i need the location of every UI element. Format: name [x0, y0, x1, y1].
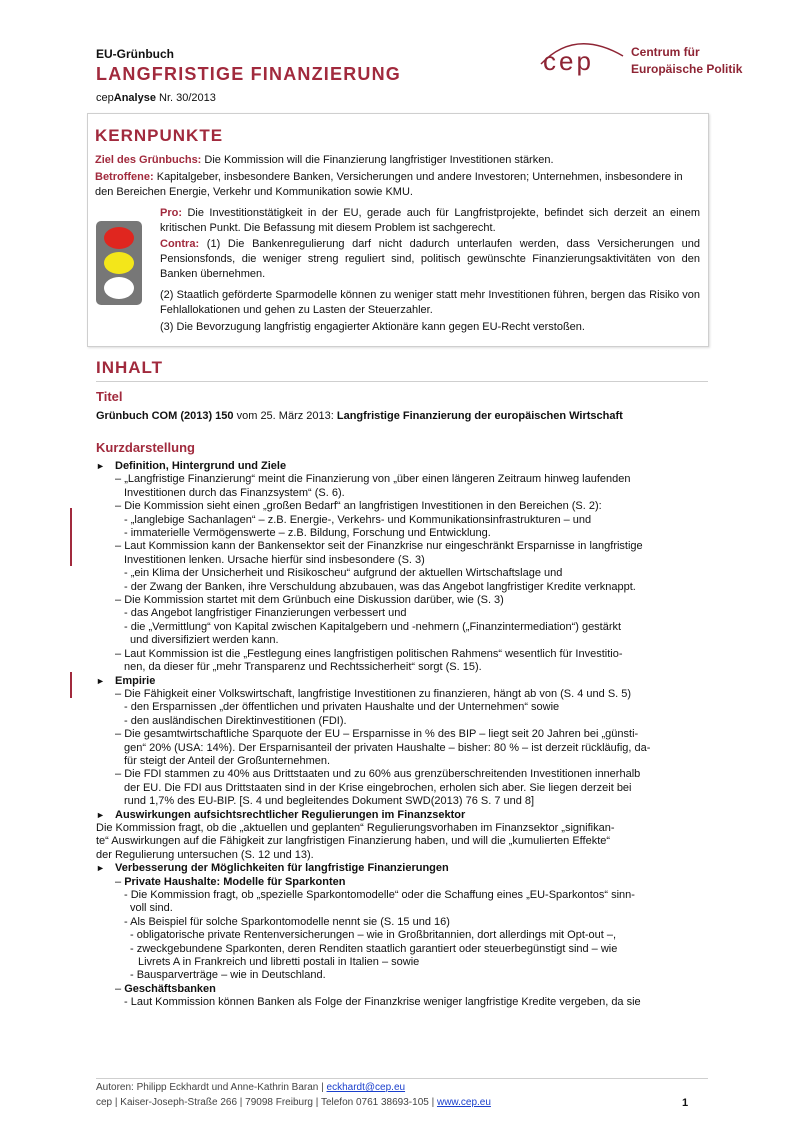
bullet-arrow-icon: ►	[96, 863, 105, 874]
white-light-icon	[104, 277, 134, 299]
list-item: nen, da dieser für „mehr Transparenz und Rechtssicherheit“ sorgt (S. 15).	[124, 661, 482, 674]
section-1-heading: Definition, Hintergrund und Ziele	[115, 460, 287, 472]
ziel-label: Ziel des Grünbuchs:	[95, 154, 202, 166]
list-item: „Langfristige Finanzierung“ meint die Finanzierung von „über einen längeren Zeitraum hinweg laufenden	[124, 473, 631, 486]
red-light-icon	[104, 227, 134, 249]
section-2-heading: Empirie	[115, 674, 156, 687]
list-item: Die Fähigkeit einer Volkswirtschaft, langfristige Investitionen zu finanzieren, hängt ab von (S. 4 und S. 5)	[124, 687, 632, 700]
footer-authors-text: Autoren: Philipp Eckhardt und Anne-Kathrin Baran |	[96, 1082, 327, 1093]
logo-line2: Europäische Politik	[631, 62, 743, 76]
document-title: LANGFRISTIGE FINANZIERUNG	[96, 64, 401, 84]
section-1	[96, 460, 708, 473]
section-3	[96, 809, 708, 822]
bullet-arrow-icon: ►	[96, 809, 105, 820]
list-item: für steigt der Anteil der Großunternehmen.	[124, 754, 331, 767]
bullet-arrow-icon: ►	[96, 675, 105, 686]
contra-paragraph	[160, 237, 700, 282]
logo-text	[631, 44, 742, 78]
list-item: gen“ 20% (USA: 14%). Der Ersparnisanteil der privaten Haushalte – bisher: 80 % – ist derzeit rückläufig, da-	[124, 741, 651, 754]
list-item: Investitionen durch das Finanzsystem“ (S. 6).	[124, 486, 345, 499]
list-item: - Als Beispiel für solche Sparkontomodelle nennt sie (S. 15 und 16)	[124, 915, 450, 928]
inhalt-heading: INHALT	[96, 358, 164, 377]
margin-marker	[70, 672, 72, 698]
list-item: rund 1,7% des EU-BIP. [S. 4 und begleitendes Dokument SWD(2013) 76 S. 7 und 8]	[124, 795, 535, 808]
contra-label: Contra:	[160, 238, 200, 250]
ziel-text: Die Kommission will die Finanzierung langfristiger Investitionen stärken.	[201, 154, 554, 166]
traffic-light-icon	[96, 221, 142, 305]
list-item: der Regulierung untersuchen (S. 12 und 13).	[96, 848, 314, 861]
titel-line	[96, 410, 708, 423]
list-item: - Laut Kommission können Banken als Folge der Finanzkrise weniger langfristige Kredite vergeben, da sie	[124, 996, 641, 1009]
footer-address-text: cep | Kaiser-Joseph-Straße 266 | 79098 Freiburg | Telefon 0761 38693-105 |	[96, 1097, 437, 1108]
list-item: der EU. Die FDI aus Drittstaaten sind in der Krise eingebrochen, erholen sich aber. Sie liegen derzeit bei	[124, 781, 632, 794]
list-item: - obligatorische private Rentenversicherungen – wie in Großbritannien, dort allerdings mit Opt-out –,	[130, 929, 617, 942]
contra-point-3: (3) Die Bevorzugung langfristig engagierter Aktionäre kann gegen EU-Recht verstoßen.	[160, 321, 585, 333]
kernpunkte-box	[87, 113, 709, 347]
list-item: Investitionen lenken. Ursache hierfür sind insbesondere (S. 3)	[124, 553, 425, 566]
footer-web-link[interactable]: www.cep.eu	[436, 1097, 491, 1108]
cep-logo	[535, 34, 765, 84]
list-item: - „langlebige Sachanlagen“ – z.B. Energie-, Verkehrs- und Kommunikationsinfrastrukturen – und	[124, 513, 592, 526]
margin-marker	[70, 508, 72, 566]
list-item: Die FDI stammen zu 40% aus Drittstaaten und zu 60% aus grenzüberschreitenden Investitionen innerhalb	[124, 768, 641, 781]
section-4-heading: Verbesserung der Möglichkeiten für langfristige Finanzierungen	[115, 862, 449, 875]
logo-wordmark: cep	[543, 46, 594, 76]
list-item: voll sind.	[130, 902, 173, 915]
analysis-number	[96, 92, 216, 104]
footer-rule	[96, 1078, 708, 1079]
list-item: Laut Kommission ist die „Festlegung eines langfristigen politischen Rahmens“ wesentlich für Investitio-	[124, 647, 623, 660]
betroffene-paragraph	[95, 170, 700, 200]
pro-paragraph	[160, 206, 700, 236]
series-label: EU-Grünbuch	[96, 47, 174, 61]
contra-point-2: (2) Staatlich geförderte Sparmodelle können zu weniger statt mehr Investitionen führen, bergen das Risiko von Fehlallokationen und gehen zu Lasten der Steuerzahler.	[160, 289, 700, 316]
page-number: 1	[682, 1097, 689, 1109]
section-4	[96, 862, 708, 875]
list-item: - zweckgebundene Sparkonten, deren Renditen staatlich garantiert oder steuerbegünstigt sind – wie	[130, 942, 618, 955]
list-item: Die Kommission fragt, ob die „aktuellen und geplanten“ Regulierungsvorhaben im Finanzsektor „signifikan-	[96, 821, 615, 834]
inhalt-rule	[96, 381, 708, 382]
section-3-heading: Auswirkungen aufsichtsrechtlicher Regulierungen im Finanzsektor	[115, 808, 466, 821]
betroffene-text: Kapitalgeber, insbesondere Banken, Versicherungen und andere Investoren; Unternehmen, insbesondere in den Bereichen Energie, Verkehr und Kommunikation sowie KMU.	[95, 171, 683, 198]
contra-text: (1) Die Bankenregulierung darf nicht dadurch unterlaufen werden, dass Versicherungen und Pensionsfonds, die weniger streng reguliert sind, politisch gewünschte Finanzierungsaktivitäten von den Banken übernehmen.	[160, 238, 700, 280]
yellow-light-icon	[104, 252, 134, 274]
kurzdarstellung-body: ► Definition, Hintergrund und Ziele – „Langfristige Finanzierung“ meint die Finanzierung von „über einen längeren Zeitraum hinweg laufenden Investitionen durch das Finanzsystem“ (S. 6). – Die Kommission sieht einen „großen Bedarf“ an langfristigen Investitionen in den Bereichen (S. 2): - „langlebige Sachanlagen“ – z.B. Energie-, Verkehrs- und Kommunikationsinfrastrukturen – und - immaterielle Vermögenswerte – z.B. Bildung, Forschung und Entwicklung. – Laut Kommission kann der Bankensektor seit der Finanzkrise nur eingeschränkt Ersparnisse in langfristige Investitionen lenken. Ursache hierfür sind insbesondere (S. 3) - „ein Klima der Unsicherheit und Risikoscheu“ aufgrund der aktuellen Wirtschaftslage und - der Zwang der Banken, ihre Verschuldung abzubauen, was das Angebot langfristiger Kredite verknappt. – Die Kommission startet mit dem Grünbuch eine Diskussion darüber, wie (S. 3) - das Angebot langfristiger Finanzierungen verbessert und - die „Vermittlung“ von Kapital zwischen Kapitalgebern und -nehmern („Finanzintermediation“) gestärkt und diversifiziert werden kann. – Laut Kommission ist die „Festlegung eines langfristigen politischen Rahmens“ wesentlich für Investitio- nen, da dieser für „mehr Transparenz und Rechtssicherheit“ sorgt (S. 15). ► Empirie – Die Fähigkeit einer Volkswirtschaft, langfristige Investitionen zu finanzieren, hängt ab von (S. 4 und S. 5) - den Ersparnissen „der öffentlichen und privaten Haushalte und der Unternehmen“ sowie - den ausländischen Direktinvestitionen (FDI). – Die gesamtwirtschaftliche Sparquote der EU – Ersparnisse in % des BIP – liegt seit 20 Jahren bei „günsti- gen“ 20% (USA: 14%). Der Ersparnisanteil der privaten Haushalte – bisher: 80 % – ist derzeit rückläufig, da- für steigt der Anteil der Großunternehmen. – Die FDI stammen zu 40% aus Drittstaaten und zu 60% aus grenzüberschreitenden Investitionen innerhalb der EU. Die FDI aus Drittstaaten sind in der Krise eingebrochen, erholen sich aber. Sie liegen derzeit bei rund 1,7% des EU-BIP. [S. 4 und begleitendes Dokument SWD(2013) 76 S. 7 und 8] ► Auswirkungen aufsichtsrechtlicher Regulierungen im Finanzsektor Die Kommission fragt, ob die „aktuellen und geplanten“ Regulierungsvorhaben im Finanzsektor „signifikan- te“ Auswirkungen auf die Fähigkeit zur langfristigen Finanzierung haben, und will die „kumulierten Effekte“ der Regulierung untersuchen (S. 12 und 13). ► Verbesserung der Möglichkeiten für langfristige Finanzierungen – Private Haushalte: Modelle für Sparkonten - Die Kommission fragt, ob „spezielle Sparkontomodelle“ oder die Schaffung eines „EU-Sparkontos“ sinn- voll sind. - Als Beispiel für solche Sparkontomodelle nennt sie (S. 15 und 16) - obligatorische private Rentenversicherungen – wie in Großbritannien, dort allerdings mit Opt-out –, - zweckgebundene Sparkonten, deren Renditen staatlich garantiert oder steuerbegünstigt sind – wie Livrets A in Frankreich und libretti postali in Italien – sowie - Bausparverträge – wie in Deutschland. – Geschäftsbanken - Laut Kommission können Banken als Folge der Finanzkrise weniger langfristige Kredite vergeben, da sie	[96, 460, 708, 1010]
list-item: Die Kommission startet mit dem Grünbuch eine Diskussion darüber, wie (S. 3)	[124, 594, 504, 607]
list-item: te“ Auswirkungen auf die Fähigkeit zur langfristigen Finanzierung haben, und will die „kumulierten Effekte“	[96, 835, 611, 848]
pro-text: Die Investitionstätigkeit in der EU, gerade auch für Langfristprojekte, befindet sich derzeit an einem kritischen Punkt. Die Befassung mit diesem Problem ist sachgerecht.	[160, 207, 700, 234]
section-2	[96, 675, 708, 688]
titel-com: Grünbuch COM (2013) 150	[96, 410, 234, 422]
list-item: Die Kommission sieht einen „großen Bedarf“ an langfristigen Investitionen in den Bereichen (S. 2):	[124, 500, 602, 513]
list-item: - „ein Klima der Unsicherheit und Risikoscheu“ aufgrund der aktuellen Wirtschaftslage und	[124, 567, 563, 580]
titel-name: Langfristige Finanzierung der europäischen Wirtschaft	[336, 410, 623, 422]
list-item: - den ausländischen Direktinvestitionen (FDI).	[124, 714, 347, 727]
list-item: Laut Kommission kann der Bankensektor seit der Finanzkrise nur eingeschränkt Ersparnisse in langfristige	[124, 540, 643, 553]
subsection-heading: Private Haushalte: Modelle für Sparkonten	[124, 875, 346, 888]
list-item: - Die Kommission fragt, ob „spezielle Sparkontomodelle“ oder die Schaffung eines „EU-Sparkontos“ sinn-	[124, 889, 635, 901]
logo-line1: Centrum für	[631, 45, 700, 59]
titel-heading: Titel	[96, 389, 123, 404]
pro-label: Pro:	[160, 207, 182, 219]
list-item: - den Ersparnissen „der öffentlichen und privaten Haushalte und der Unternehmen“ sowie	[124, 701, 560, 714]
footer-email-link[interactable]: eckhardt@cep.eu	[326, 1082, 406, 1093]
list-item: Die gesamtwirtschaftliche Sparquote der EU – Ersparnisse in % des BIP – liegt seit 20 Jahren bei „günsti-	[124, 728, 639, 741]
betroffene-label: Betroffene:	[95, 171, 154, 183]
list-item: und diversifiziert werden kann.	[130, 634, 279, 647]
subsection-heading: Geschäftsbanken	[124, 982, 216, 995]
kurzdarstellung-heading: Kurzdarstellung	[96, 440, 195, 455]
kernpunkte-heading: KERNPUNKTE	[95, 126, 224, 145]
analysis-number-text: Nr. 30/2013	[159, 92, 216, 104]
list-item: - der Zwang der Banken, ihre Verschuldung abzubauen, was das Angebot langfristiger Kredite verknappt.	[124, 580, 636, 593]
bullet-arrow-icon: ►	[96, 461, 105, 471]
ziel-paragraph	[95, 153, 700, 168]
list-item: Livrets A in Frankreich und libretti postali in Italien – sowie	[138, 956, 420, 969]
list-item: - Bausparverträge – wie in Deutschland.	[130, 969, 326, 982]
footer-address	[96, 1097, 491, 1108]
analysis-bold: Analyse	[113, 92, 156, 104]
analysis-prefix: cep	[96, 92, 114, 104]
list-item: - immaterielle Vermögenswerte – z.B. Bildung, Forschung und Entwicklung.	[124, 527, 491, 540]
list-item: - das Angebot langfristiger Finanzierungen verbessert und	[124, 607, 407, 620]
list-item: - die „Vermittlung“ von Kapital zwischen Kapitalgebern und -nehmern („Finanzintermediation“) gestärkt	[124, 620, 622, 633]
titel-date: vom 25. März 2013:	[233, 410, 337, 422]
footer-authors	[96, 1082, 405, 1093]
